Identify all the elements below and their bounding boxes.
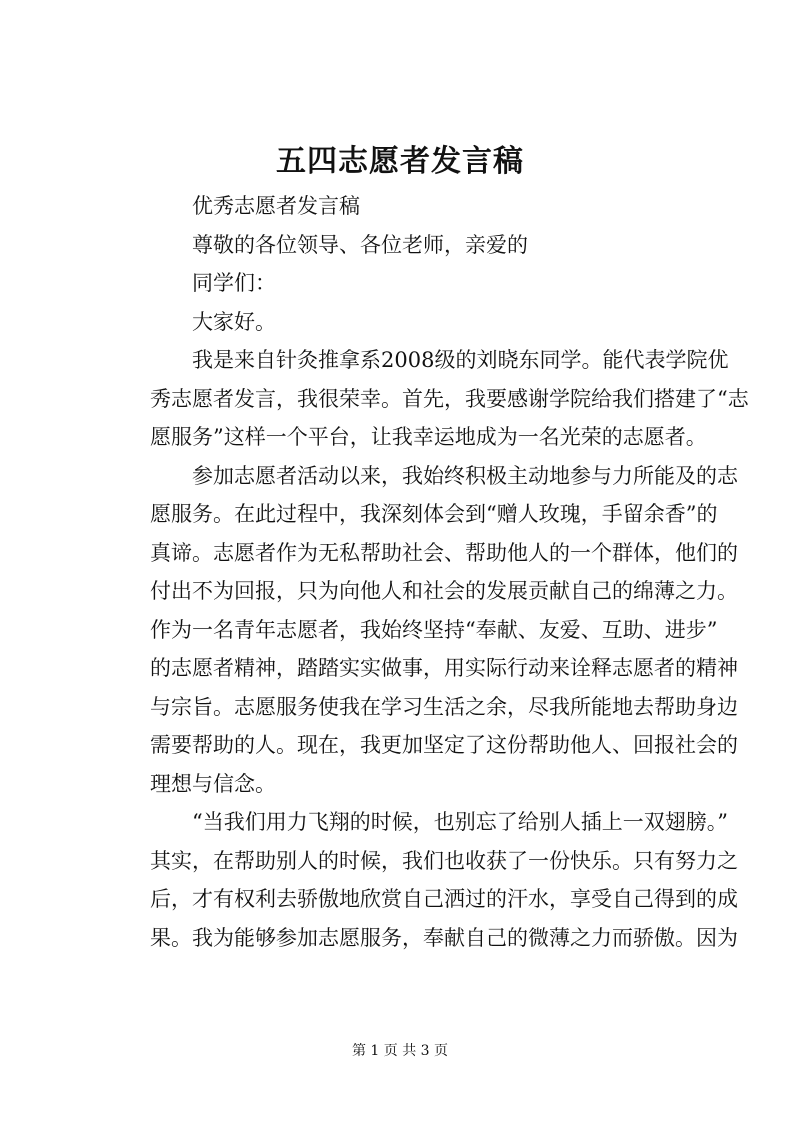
paragraph-line: 优秀志愿者发言稿 — [192, 194, 360, 218]
paragraph-line: 理想与信念。 — [150, 771, 276, 796]
paragraph-7 — [108, 803, 738, 957]
paragraph-line: 付出不为回报，只为向他人和社会的发展贡献自己的绵薄之力。 — [150, 579, 738, 603]
paragraph-line: 需要帮助的人。现在，我更加坚定了这份帮助他人、回报社会的 — [150, 733, 738, 757]
paragraph-5 — [108, 341, 749, 457]
paragraph-line: 作为一名青年志愿者，我始终坚持“奉献、友爱、互助、进步” — [150, 617, 718, 642]
page-number: 第 1 页 共 3 页 — [351, 1043, 449, 1059]
paragraph-line: 我是来自针灸推拿系2008级的刘晓东同学。能代表学院优 — [192, 348, 729, 372]
paragraph-line: 其实，在帮助别人的时候，我们也收获了一份快乐。只有努力之 — [150, 848, 738, 873]
paragraph-4 — [108, 303, 708, 342]
paragraph-line: 愿服务”这样一个平台，让我幸运地成为一名光荣的志愿者。 — [150, 425, 707, 449]
paragraph-line: 参加志愿者活动以来，我始终积极主动地参与力所能及的志 — [192, 463, 738, 488]
paragraph-line: 尊敬的各位领导、各位老师，亲爱的 — [192, 232, 528, 257]
paragraph-line: 后，才有权利去骄傲地欣赏自己洒过的汗水，享受自己得到的成 — [150, 887, 738, 911]
document-title: 五四志愿者发言稿 — [276, 144, 524, 179]
paragraph-line: 秀志愿者发言，我很荣幸。首先，我要感谢学院给我们搭建了“志 — [150, 386, 749, 411]
paragraph-1 — [108, 187, 708, 226]
paragraph-3 — [108, 264, 708, 303]
paragraph-line: 愿服务。在此过程中，我深刻体会到“赠人玫瑰，手留余香”的 — [150, 502, 718, 526]
paragraph-line: 与宗旨。志愿服务使我在学习生活之余，尽我所能地去帮助身边 — [150, 694, 738, 719]
paragraph-line: 果。我为能够参加志愿服务，奉献自己的微薄之力而骄傲。因为 — [150, 925, 738, 950]
paragraph-line: “当我们用力飞翔的时候，也别忘了给别人插上一双翅膀。” — [192, 810, 728, 834]
paragraph-line: 的志愿者精神，踏踏实实做事，用实际行动来诠释志愿者的精神 — [150, 656, 738, 680]
paragraph-line: 真谛。志愿者作为无私帮助社会、帮助他人的一个群体，他们的 — [150, 540, 738, 565]
paragraph-line: 同学们： — [192, 271, 276, 295]
paragraph-line: 大家好。 — [192, 309, 276, 334]
paragraph-6 — [108, 457, 738, 804]
document-body — [108, 187, 749, 957]
paragraph-2 — [108, 226, 708, 265]
